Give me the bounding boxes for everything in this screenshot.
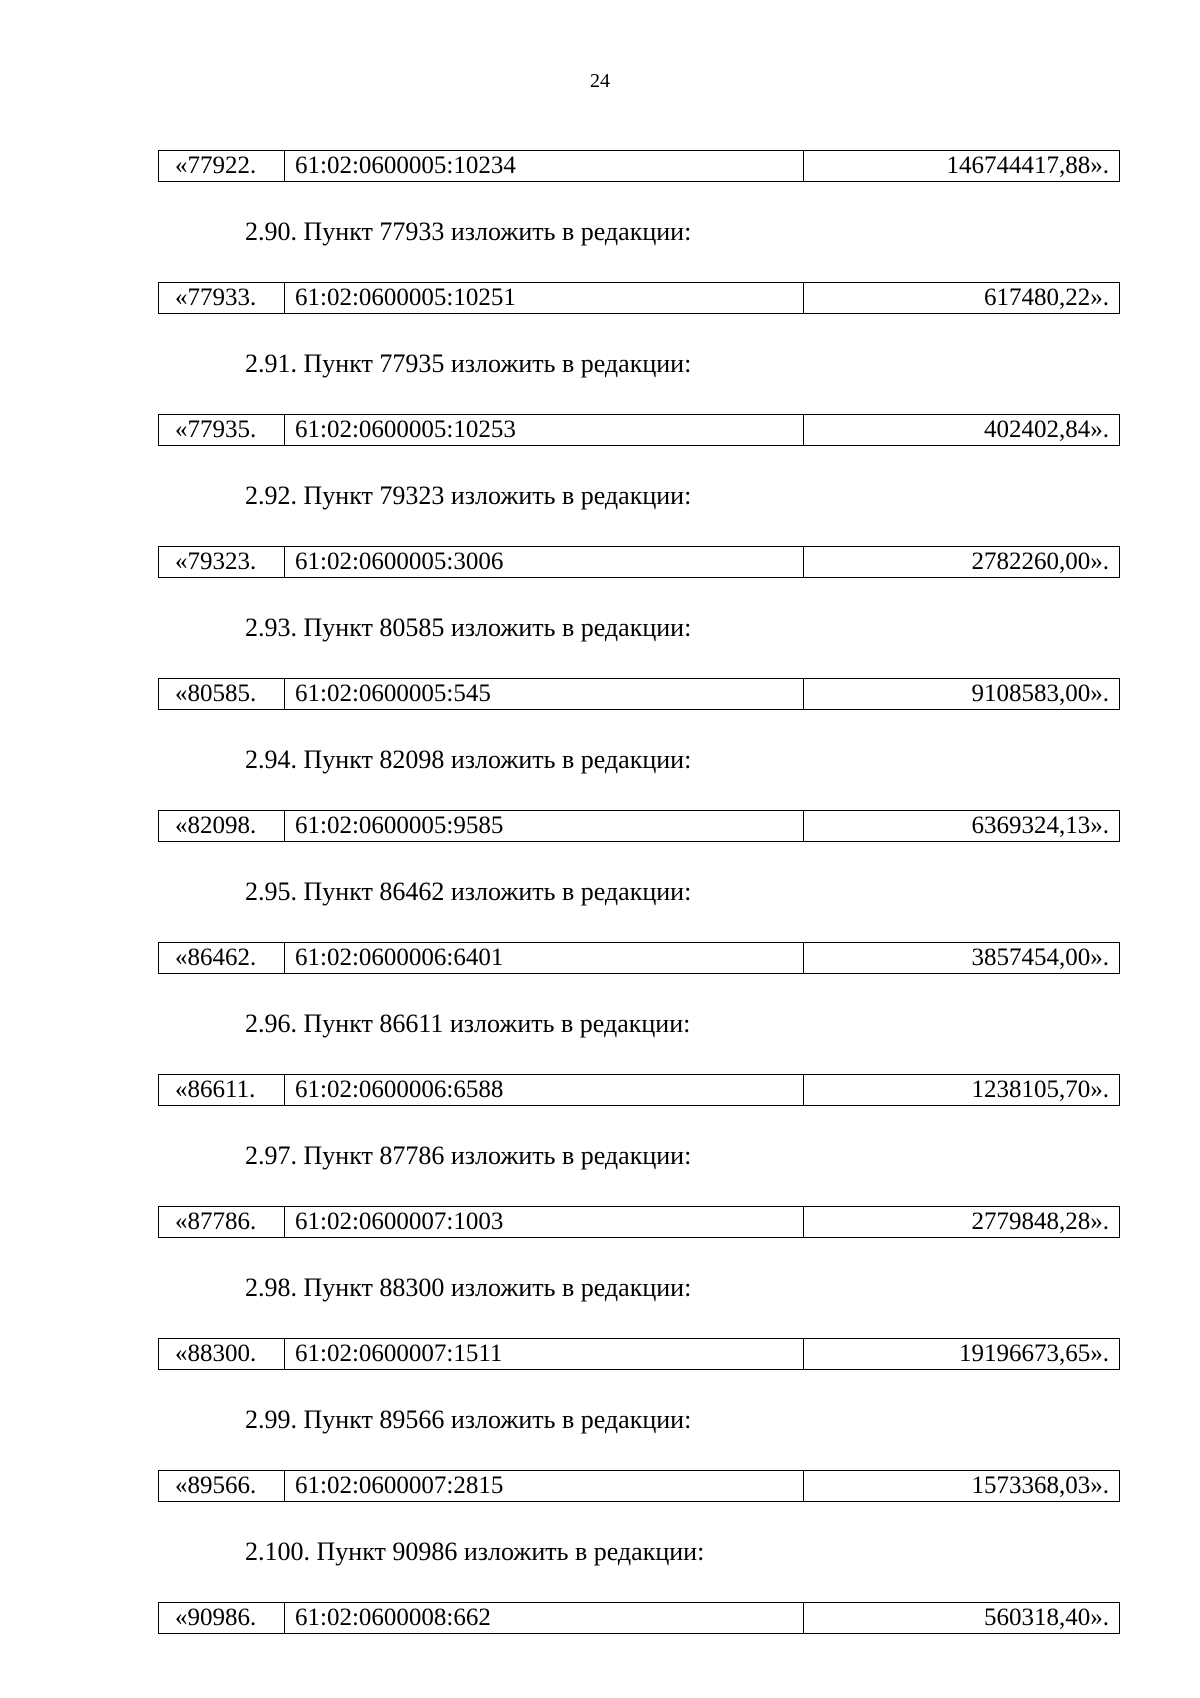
item-number-cell: «80585. [159,679,285,709]
cadastral-number-cell: 61:02:0600006:6401 [285,943,804,973]
item-number-cell: «86611. [159,1075,285,1105]
amendment-paragraph: 2.94. Пункт 82098 изложить в редакции: [245,745,692,774]
cadastral-number-cell: 61:02:0600005:545 [285,679,804,709]
item-number-cell: «88300. [159,1339,285,1369]
cadastral-number-cell: 61:02:0600007:1511 [285,1339,804,1369]
item-number-cell: «79323. [159,547,285,577]
amendment-paragraph: 2.99. Пункт 89566 изложить в редакции: [245,1405,692,1434]
cadastral-number-cell: 61:02:0600008:662 [285,1603,804,1633]
amendment-paragraph: 2.91. Пункт 77935 изложить в редакции: [245,349,692,378]
table-row [158,678,1120,710]
value-cell: 2779848,28». [971,1208,1109,1235]
table-row [158,810,1120,842]
value-cell: 3857454,00». [971,944,1109,971]
cadastral-number-cell: 61:02:0600007:2815 [285,1471,804,1501]
value-cell: 560318,40». [984,1604,1109,1631]
item-number-cell: «90986. [159,1603,285,1633]
item-number-cell: «86462. [159,943,285,973]
value-cell: 146744417,88». [946,152,1109,179]
item-number-cell: «82098. [159,811,285,841]
value-cell: 617480,22». [984,284,1109,311]
value-cell: 19196673,65». [959,1340,1109,1367]
document-body [158,150,1120,1634]
table-row [158,1470,1120,1502]
cadastral-number-cell: 61:02:0600006:6588 [285,1075,804,1105]
cadastral-number-cell: 61:02:0600005:3006 [285,547,804,577]
cadastral-number-cell: 61:02:0600007:1003 [285,1207,804,1237]
cadastral-number-cell: 61:02:0600005:9585 [285,811,804,841]
amendment-paragraph: 2.100. Пункт 90986 изложить в редакции: [245,1537,705,1566]
item-number-cell: «89566. [159,1471,285,1501]
cadastral-number-cell: 61:02:0600005:10253 [285,415,804,445]
value-cell: 2782260,00». [971,548,1109,575]
page-number: 24 [590,70,610,92]
item-number-cell: «77933. [159,283,285,313]
item-number-cell: «77935. [159,415,285,445]
item-number-cell: «87786. [159,1207,285,1237]
table-row [158,1338,1120,1370]
value-cell: 1238105,70». [971,1076,1109,1103]
amendment-paragraph: 2.90. Пункт 77933 изложить в редакции: [245,217,692,246]
table-row [158,282,1120,314]
table-row [158,1602,1120,1634]
value-cell: 1573368,03». [971,1472,1109,1499]
table-row [158,942,1120,974]
table-row [158,1206,1120,1238]
cadastral-number-cell: 61:02:0600005:10234 [285,151,804,181]
value-cell: 402402,84». [984,416,1109,443]
item-number-cell: «77922. [159,151,285,181]
cadastral-number-cell: 61:02:0600005:10251 [285,283,804,313]
value-cell: 9108583,00». [971,680,1109,707]
table-row [158,546,1120,578]
value-cell: 6369324,13». [971,812,1109,839]
amendment-paragraph: 2.96. Пункт 86611 изложить в редакции: [245,1009,691,1038]
amendment-paragraph: 2.92. Пункт 79323 изложить в редакции: [245,481,692,510]
table-row [158,150,1120,182]
amendment-paragraph: 2.95. Пункт 86462 изложить в редакции: [245,877,692,906]
amendment-paragraph: 2.98. Пункт 88300 изложить в редакции: [245,1273,692,1302]
amendment-paragraph: 2.93. Пункт 80585 изложить в редакции: [245,613,692,642]
amendment-paragraph: 2.97. Пункт 87786 изложить в редакции: [245,1141,692,1170]
table-row [158,1074,1120,1106]
table-row [158,414,1120,446]
